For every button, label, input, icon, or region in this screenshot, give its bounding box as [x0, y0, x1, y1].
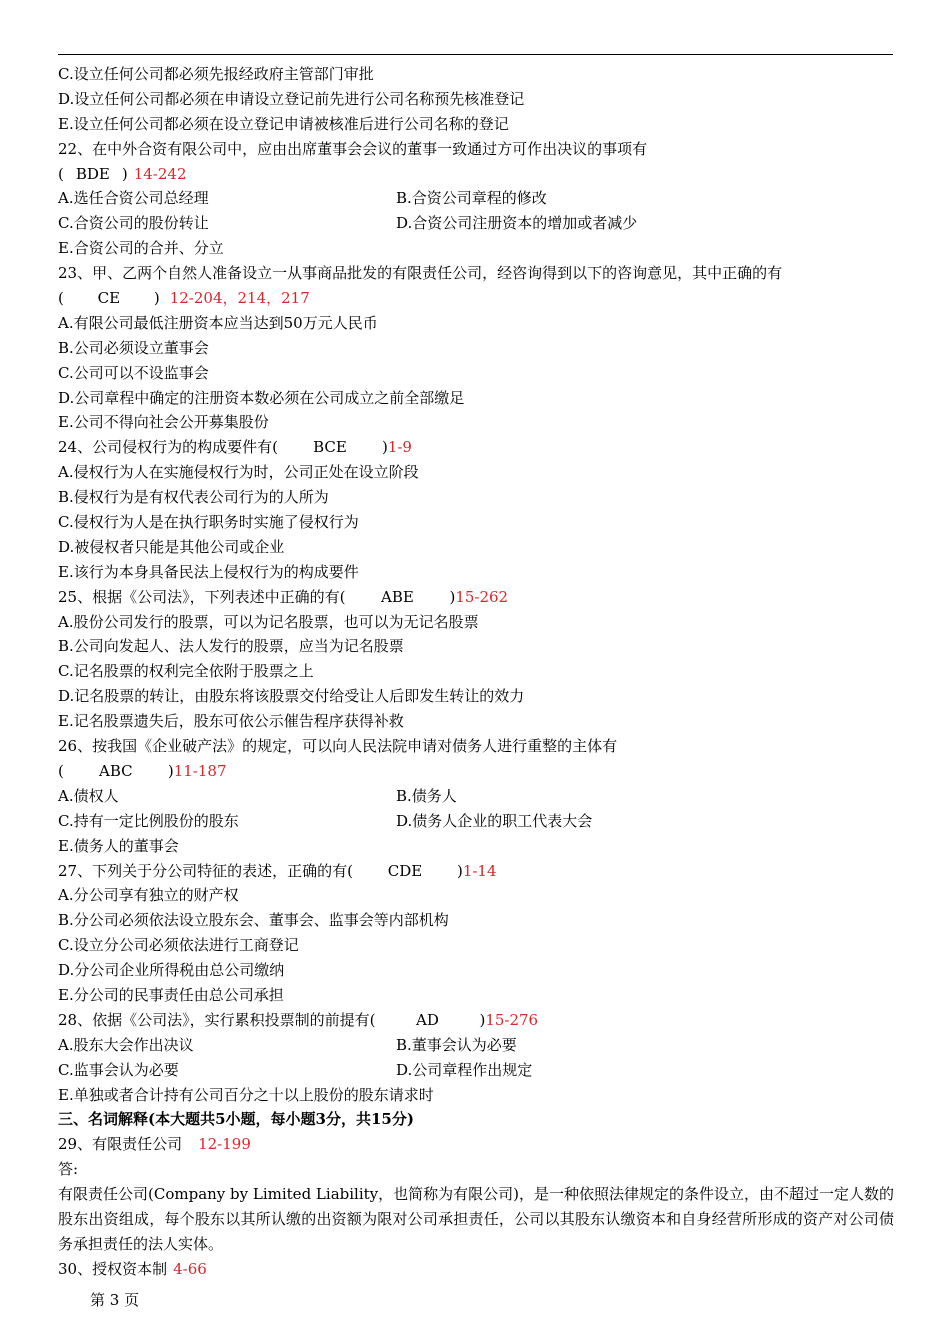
option-c: C.合资公司的股份转让	[58, 214, 209, 233]
option-row	[58, 1058, 898, 1083]
option-line: D.设立任何公司都必须在申请设立登记前先进行公司名称预先核准登记	[58, 89, 525, 108]
header-rule	[58, 54, 893, 55]
section-heading: 三、名词解释(本大题共5小题，每小题3分，共15分)	[58, 1110, 414, 1129]
page-reference: 1-14	[462, 861, 497, 880]
answer-label: 答:	[58, 1160, 79, 1179]
option-b: B.债务人	[396, 786, 457, 805]
option-a: A.选任合资公司总经理	[58, 189, 209, 208]
answer-text: ABE	[381, 587, 414, 606]
option-b: B.董事会认为必要	[396, 1035, 517, 1054]
option-a: A.分公司享有独立的财产权	[58, 886, 239, 905]
option-e: E.合资公司的合并、分立	[58, 239, 224, 258]
option-b: B.合资公司章程的修改	[396, 189, 547, 208]
option-d: D.被侵权者只能是其他公司或企业	[58, 537, 285, 556]
option-a: A.有限公司最低注册资本应当达到50万元人民币	[58, 313, 378, 332]
page-reference: 1-9	[387, 438, 412, 457]
option-e: E.单独或者合计持有公司百分之十以上股份的股东请求时	[58, 1085, 434, 1104]
question-text: 28、依据《公司法》，实行累积投票制的前提有(	[58, 1010, 376, 1029]
option-d: D.公司章程中确定的注册资本数必须在公司成立之前全部缴足	[58, 388, 465, 407]
question-25-stem	[58, 585, 898, 610]
answer-paragraph: 有限责任公司(Company by Limited Liability，也简称为有限公司)，是一种依照法律规定的条件设立，由不超过一定人数的股东出资组成，每个股东以其所认缴的出资额为限对公司承担责任，公司以其股东认缴资本和自身经营所形成的资产对公司债务承担责任的法人实体。	[58, 1185, 894, 1253]
option-a: A.侵权行为人在实施侵权行为时，公司正处在设立阶段	[58, 463, 419, 482]
option-e: E.债务人的董事会	[58, 836, 179, 855]
option-row	[58, 186, 898, 211]
question-text: 24、公司侵权行为的构成要件有(	[58, 438, 278, 457]
question-text: 30、授权资本制	[58, 1259, 168, 1278]
answer-text: BCE	[313, 438, 347, 457]
question-30-stem	[58, 1257, 898, 1282]
option-b: B.公司向发起人、法人发行的股票，应当为记名股票	[58, 637, 404, 656]
page-reference: 15-262	[455, 587, 509, 606]
option-a: A.股东大会作出决议	[58, 1035, 194, 1054]
option-b: B.分公司必须依法设立股东会、董事会、监事会等内部机构	[58, 911, 449, 930]
paren-open: (	[58, 164, 64, 183]
paren-open: (	[58, 289, 64, 308]
option-e: E.该行为本身具备民法上侵权行为的构成要件	[58, 562, 359, 581]
answer-text: AD	[416, 1010, 439, 1029]
question-text: 27、下列关于分公司特征的表述，正确的有(	[58, 861, 353, 880]
paren-close: )	[449, 587, 456, 606]
paren-close: )	[381, 438, 388, 457]
option-line: E.设立任何公司都必须在设立登记申请被核准后进行公司名称的登记	[58, 114, 509, 133]
option-line: C.设立任何公司都必须先报经政府主管部门审批	[58, 65, 374, 83]
option-a: A.债权人	[58, 786, 119, 805]
question-28-stem	[58, 1008, 898, 1033]
option-c: C.侵权行为人是在执行职务时实施了侵权行为	[58, 513, 359, 532]
question-26-answer-line	[58, 759, 898, 784]
option-d: D.公司章程作出规定	[396, 1060, 533, 1079]
option-b: B.侵权行为是有权代表公司行为的人所为	[58, 488, 329, 507]
page-reference: 12-204，214，217	[169, 289, 310, 308]
question-22-stem: 22、在中外合资有限公司中，应由出席董事会会议的董事一致通过方可作出决议的事项有	[58, 139, 648, 158]
paren-close: )	[121, 164, 128, 183]
question-24-stem	[58, 435, 898, 460]
question-23-stem: 23、甲、乙两个自然人准备设立一从事商品批发的有限责任公司，经咨询得到以下的咨询意见，其中正确的有	[58, 264, 783, 283]
document-body	[58, 62, 898, 1282]
question-27-stem	[58, 859, 898, 884]
option-d: D.分公司企业所得税由总公司缴纳	[58, 961, 285, 980]
option-row	[58, 784, 898, 809]
page-reference: 4-66	[173, 1259, 207, 1278]
page-reference: 12-199	[198, 1135, 251, 1154]
page-reference: 15-276	[485, 1010, 539, 1029]
paren-open: (	[58, 761, 64, 780]
answer-text: ABC	[99, 761, 133, 780]
option-d: D.合资公司注册资本的增加或者减少	[396, 214, 638, 233]
paren-close: )	[167, 761, 174, 780]
option-c: C.公司可以不设监事会	[58, 363, 209, 382]
option-e: E.记名股票遗失后，股东可依公示催告程序获得补救	[58, 712, 404, 731]
option-a: A.股份公司发行的股票，可以为记名股票，也可以为无记名股票	[58, 612, 479, 631]
question-text: 29、有限责任公司	[58, 1135, 183, 1154]
option-e: E.公司不得向社会公开募集股份	[58, 413, 269, 432]
question-23-answer-line	[58, 286, 898, 311]
option-d: D.记名股票的转让，由股东将该股票交付给受让人后即发生转让的效力	[58, 687, 525, 706]
option-row	[58, 809, 898, 834]
option-b: B.公司必须设立董事会	[58, 338, 209, 357]
option-row	[58, 1033, 898, 1058]
option-c: C.监事会认为必要	[58, 1060, 179, 1079]
question-26-stem: 26、按我国《企业破产法》的规定，可以向人民法院申请对债务人进行重整的主体有	[58, 737, 618, 756]
option-e: E.分公司的民事责任由总公司承担	[58, 985, 284, 1004]
question-text: 25、根据《公司法》，下列表述中正确的有(	[58, 587, 346, 606]
answer-text: CDE	[387, 861, 423, 880]
option-c: C.记名股票的权利完全依附于股票之上	[58, 662, 314, 681]
paren-close: )	[479, 1010, 486, 1029]
paren-close: )	[456, 861, 463, 880]
paren-close: )	[153, 289, 160, 308]
option-c: C.设立分公司必须依法进行工商登记	[58, 936, 299, 955]
answer-text: CE	[97, 289, 121, 308]
page-number: 第 3 页	[90, 1291, 140, 1309]
question-29-stem	[58, 1132, 898, 1157]
answer-text: BDE	[75, 164, 110, 183]
option-row	[58, 211, 898, 236]
page-reference: 14-242	[133, 164, 187, 183]
option-c: C.持有一定比例股份的股东	[58, 811, 239, 830]
page-reference: 11-187	[173, 761, 227, 780]
option-d: D.债务人企业的职工代表大会	[396, 811, 593, 830]
question-22-answer-line	[58, 162, 898, 187]
